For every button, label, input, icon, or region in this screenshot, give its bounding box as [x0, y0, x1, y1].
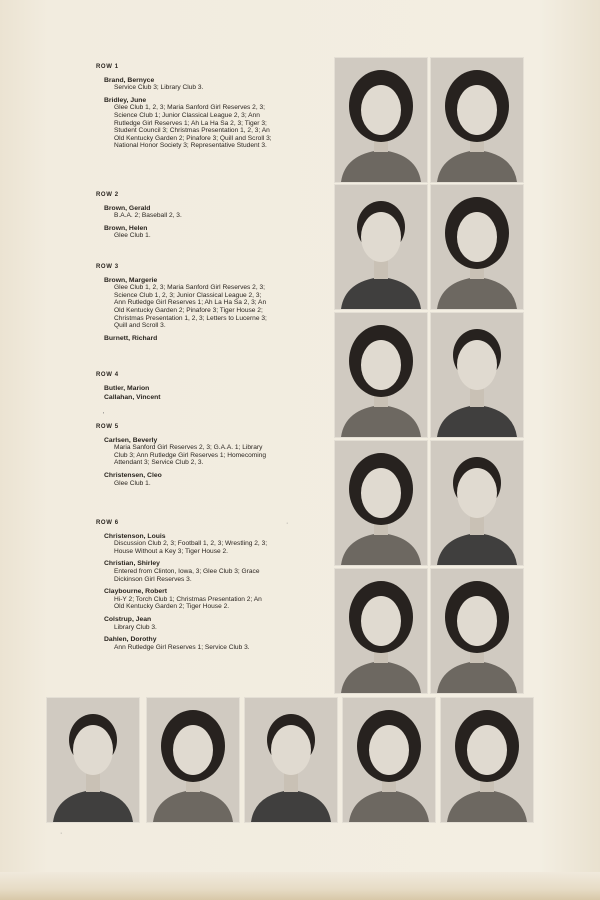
student-activities: Maria Sanford Girl Reserves 2, 3; G.A.A. 1; Library Club 3; Ann Rutledge Girl Reserves 1; Homecoming Attendant 3; Service Club 2, 3.	[114, 444, 267, 467]
row-block-2	[96, 192, 272, 245]
student-name: Colstrup, Jean	[104, 615, 152, 623]
student-activities: B.A.A. 2; Baseball 2, 3.	[114, 212, 182, 220]
student-name: Carlsen, Beverly	[104, 436, 158, 444]
student-entry	[104, 335, 272, 343]
row-label: ROW 6	[96, 520, 119, 526]
portrait-photo	[334, 440, 428, 566]
student-entry	[104, 394, 272, 402]
row-block-4	[96, 372, 272, 407]
portrait-photo	[430, 184, 524, 310]
row-label: ROW 4	[96, 372, 119, 378]
portrait-photo	[430, 440, 524, 566]
student-name: Christian, Shirley	[104, 560, 160, 568]
student-name: Christensen, Cleo	[104, 471, 162, 479]
portrait-photo	[46, 697, 140, 823]
row-label: ROW 3	[96, 264, 119, 270]
student-entry	[104, 616, 272, 631]
student-activities: Service Club 3; Library Club 3.	[114, 84, 204, 92]
student-entry	[104, 277, 272, 330]
student-entry	[104, 205, 272, 220]
row-block-1	[96, 64, 272, 155]
student-entry	[104, 77, 272, 92]
student-name: Dahlen, Dorothy	[104, 636, 157, 644]
student-activities: Ann Rutledge Girl Reserves 1; Service Club 3.	[114, 643, 250, 651]
row-block-6	[96, 520, 272, 656]
portrait-photo	[440, 697, 534, 823]
portrait-photo	[334, 568, 428, 694]
student-entry	[104, 636, 272, 651]
student-activities: Entered from Clinton, Iowa, 3; Glee Club 3; Grace Dickinson Girl Reserves 3.	[114, 567, 260, 583]
portrait-photo	[244, 697, 338, 823]
student-name: Butler, Marion	[104, 384, 150, 392]
student-entry	[104, 437, 272, 467]
portrait-photo	[342, 697, 436, 823]
portrait-photo	[430, 57, 524, 183]
row-label: ROW 1	[96, 64, 119, 70]
student-entry	[104, 588, 272, 611]
student-activities: Glee Club 1, 2, 3; Maria Sanford Girl Reserves 2, 3; Science Club 1, 2, 3; Junior Classical League 2, 3; Ann Rutledge Girl Reserves 1; Ah La Ha Sa 2, 3; An Old Kentucky Garden 2; Pinafore 3; Tiger House 2; Christmas Presentation 1, 2, 3; Letters to Lucerne 3; Quill and Scroll 3.	[114, 284, 267, 330]
student-entry	[104, 560, 272, 583]
student-name: Burnett, Richard	[104, 334, 158, 342]
row-label: ROW 5	[96, 424, 119, 430]
portrait-photo	[146, 697, 240, 823]
student-name: Callahan, Vincent	[104, 394, 161, 402]
student-entry	[104, 385, 272, 393]
row-block-5	[96, 424, 272, 492]
portrait-photo	[334, 57, 428, 183]
student-activities: Glee Club 1.	[114, 232, 151, 240]
page-bottom-edge	[0, 872, 600, 900]
student-activities: Glee Club 1.	[114, 479, 151, 487]
student-entry	[104, 472, 272, 487]
student-activities: Hi-Y 2; Torch Club 1; Christmas Presentation 2; An Old Kentucky Garden 2; Tiger House 2.	[114, 595, 262, 611]
portrait-photo	[430, 568, 524, 694]
student-name: Brown, Gerald	[104, 204, 151, 212]
student-name: Brand, Bernyce	[104, 76, 155, 84]
print-speck: ·	[60, 830, 63, 837]
student-name: Christenson, Louis	[104, 532, 166, 540]
student-entry	[104, 533, 272, 556]
student-activities: Library Club 3.	[114, 623, 157, 631]
portrait-photo	[430, 312, 524, 438]
student-name: Brown, Helen	[104, 224, 148, 232]
student-activities: Glee Club 1, 2, 3; Maria Sanford Girl Reserves 2, 3; Science Club 1; Junior Classical League 2, 3; Ann Rutledge Girl Reserves 1; Ah La Ha Sa 2, 3; Tiger 3; Student Council 3; Christmas Presentation 1, 2, 3; An Old Kentucky Garden 2; Pinafore 3; Quill and Scroll 3; National Honor Society 3; Representative Student 3.	[114, 104, 272, 150]
student-name: Brown, Margerie	[104, 276, 158, 284]
portrait-photo	[334, 312, 428, 438]
print-speck: '	[103, 412, 105, 419]
row-label: ROW 2	[96, 192, 119, 198]
portrait-photo	[334, 184, 428, 310]
student-name: Bridley, June	[104, 96, 147, 104]
row-block-3	[96, 264, 272, 347]
student-name: Claybourne, Robert	[104, 588, 168, 596]
student-activities: Discussion Club 2, 3; Football 1, 2, 3; Wrestling 2, 3; House Without a Key 3; Tiger House 2.	[114, 540, 268, 555]
print-speck: ·	[286, 520, 289, 527]
student-entry	[104, 97, 272, 150]
student-entry	[104, 225, 272, 240]
